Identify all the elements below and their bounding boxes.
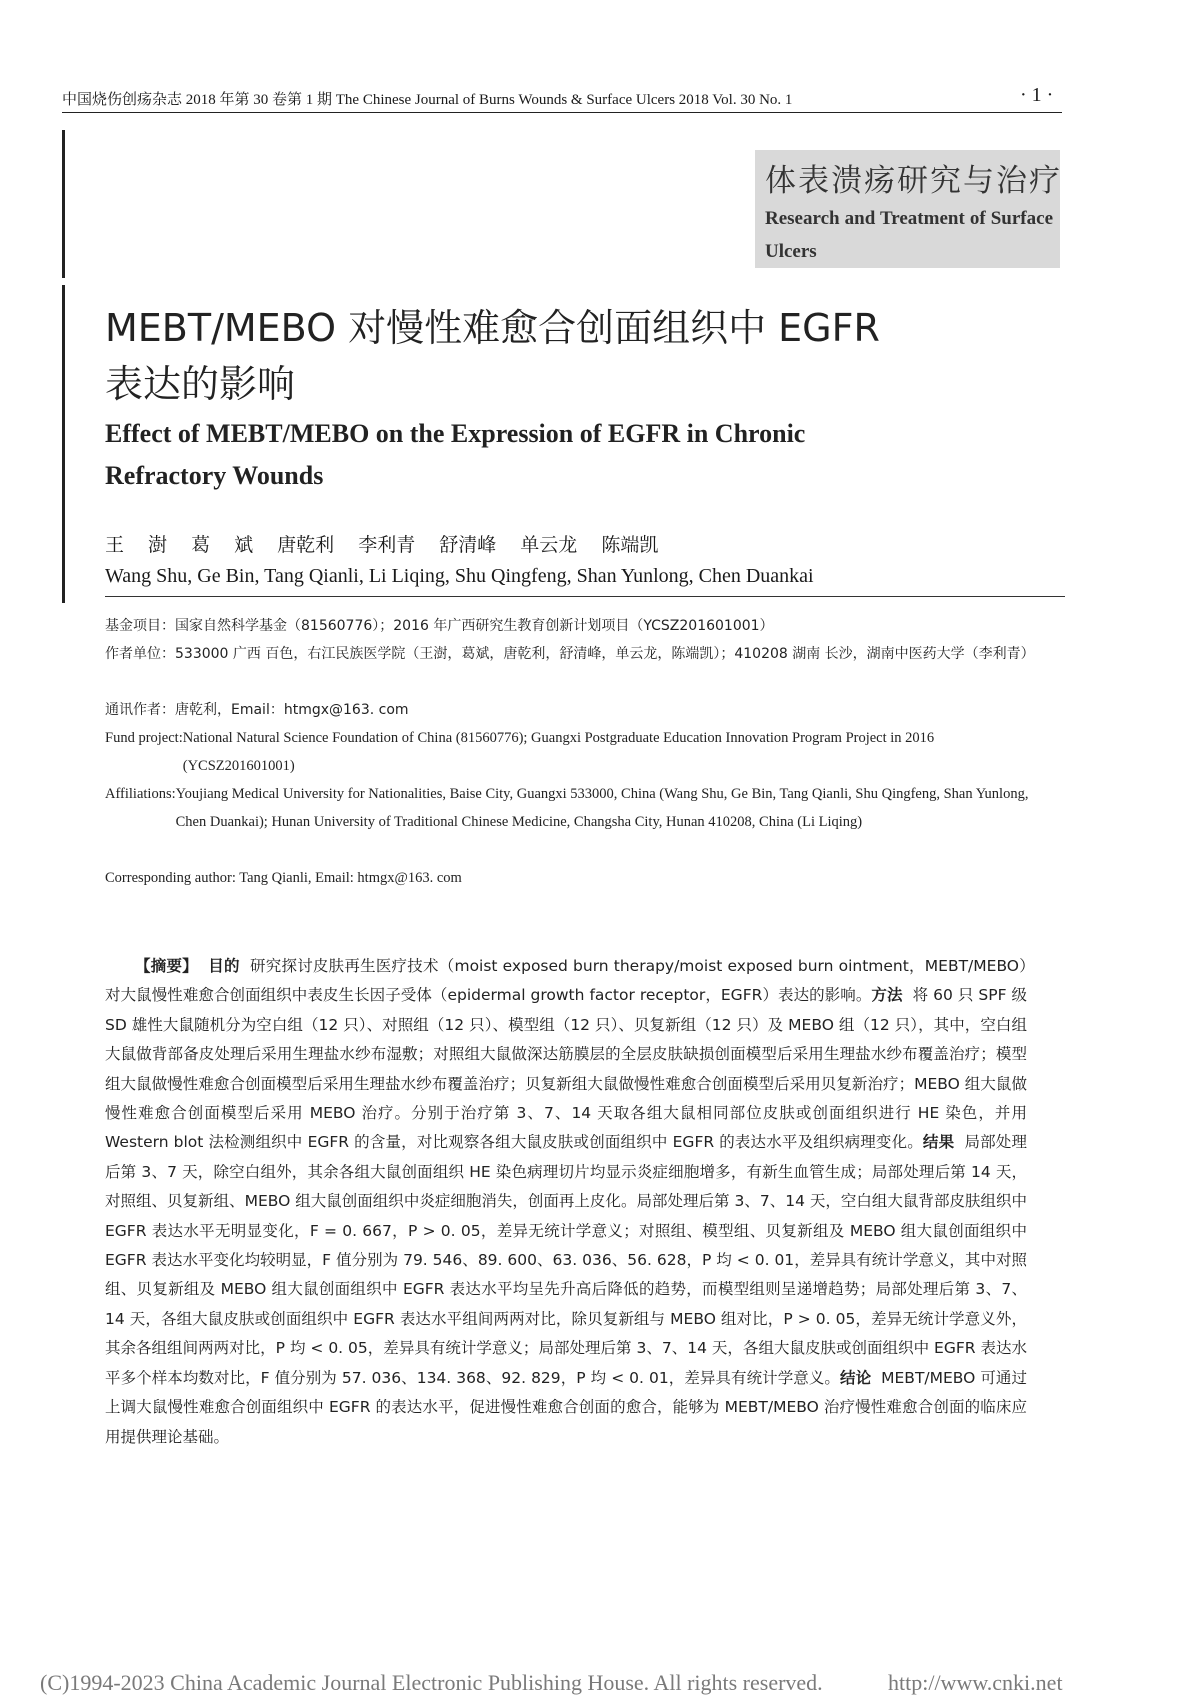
header-rule <box>62 112 1062 113</box>
objective-text: 研究探讨皮肤再生医疗技术（moist exposed burn therapy/moist exposed burn ointment，MEBT/MEBO）对大鼠慢性难愈合创面组织中表皮生长因子受体（epidermal growth factor receptor，EGFR）表达的影响。 <box>105 957 1027 1005</box>
affiliation-en-label: Affiliations: <box>105 786 176 802</box>
conclusion-text: MEBT/MEBO 可通过上调大鼠慢性难愈合创面组织中 EGFR 的表达水平，促进慢性难愈合创面的愈合，能够为 MEBT/MEBO 治疗慢性难愈合创面的临床应用提供理论基础。 <box>105 1368 1027 1446</box>
authors-cn: 王 澍 葛 斌 唐乾利 李利青 舒清峰 单云龙 陈端凯 <box>105 534 659 556</box>
abstract <box>105 952 1027 1452</box>
column-title-cn: 体表溃疡研究与治疗 <box>765 163 1062 199</box>
conclusion-label: 结论 <box>840 1368 872 1387</box>
results-text: 局部处理后第 3、7 天，除空白组外，其余各组大鼠创面组织 HE 染色病理切片均显示炎症细胞增多，有新生血管生成；局部处理后第 14 天，对照组、贝复新组、MEBO 组大鼠创面组织中炎症细胞消失，创面再上皮化。局部处理后第 3、7、14 天，空白组大鼠背部皮肤组织中 EGFR 表达水平无明显变化，F = 0. 667，P > 0. 05，差异无统计学意义；对照组、模型组、贝复新组及 MEBO 组大鼠创面组织中 EGFR 表达水平变化均较明显，F 值分别为 79. 546、89. 600、63. 036、56. 628，P 均 < 0. 01，差异具有统计学意义，其中对照组、贝复新组及 MEBO 组大鼠创面组织中 EGFR 表达水平均呈先升高后降低的趋势，而模型组则呈递增趋势；局部处理后第 3、7、14 天，各组大鼠皮肤或创面组织中 EGFR 表达水平组间两两对比，除贝复新组与 MEBO 组对比，P > 0. 05，差异无统计学意义外，其余各组组间两两对比，P 均 < 0. 05，差异具有统计学意义；局部处理后第 3、7、14 天，各组大鼠皮肤或创面组织中 EGFR 表达水平多个样本均数对比，F 值分别为 57. 036、134. 368、92. 829，P 均 < 0. 01，差异具有统计学意义。 <box>105 1133 1027 1387</box>
footer <box>40 1670 1170 1696</box>
corresponding-cn <box>105 696 1035 724</box>
fund-cn-label: 基金项目： <box>105 618 175 634</box>
authors-rule <box>105 596 1065 597</box>
article-title-cn-line2: 表达的影响 <box>105 362 296 406</box>
article-title-cn <box>105 300 1005 412</box>
article-title-cn-line1: MEBT/MEBO 对慢性难愈合创面组织中 EGFR <box>105 306 880 350</box>
objective-label: 目的 <box>208 957 240 975</box>
affiliation-cn <box>105 640 1035 668</box>
running-header: 中国烧伤创疡杂志 2018 年第 30 卷第 1 期 The Chinese Journal of Burns Wounds & Surface Ulcers 2018 Vol. 30 No. 1 <box>62 92 793 108</box>
column-title-en: Research and Treatment of Surface Ulcers <box>765 208 1053 262</box>
fund-en-label: Fund project: <box>105 730 183 746</box>
affiliation-en-text: Youjiang Medical University for Nationalities, Baise City, Guangxi 533000, China (Wang Shu, Ge Bin, Tang Qianli, Shu Qingfeng, Shan Yunlong, Chen Duankai); Hunan University of Traditional Chinese Medicine, Changsha City, Hunan 410208, China (Li Liqing) <box>175 786 1029 830</box>
authors-en: Wang Shu, Ge Bin, Tang Qianli, Li Liqing, Shu Qingfeng, Shan Yunlong, Chen Duankai <box>105 565 814 587</box>
corresponding-en <box>105 864 1035 892</box>
article-title-en-line2: Refractory Wounds <box>105 461 324 490</box>
corresponding-cn-text: 唐乾利，Email：htmgx@163. com <box>175 702 409 718</box>
abstract-label: 【摘要】 <box>135 957 198 975</box>
corresponding-en-label: Corresponding author: <box>105 870 240 886</box>
fund-cn <box>105 612 1035 640</box>
page-number: · 1 · <box>1020 84 1054 106</box>
margin-bar-bottom <box>62 285 65 603</box>
affiliation-cn-label: 作者单位： <box>105 646 175 662</box>
results-label: 结果 <box>922 1133 955 1152</box>
footer-copyright: (C)1994-2023 China Academic Journal Electronic Publishing House. All rights reserved. <box>40 1670 823 1695</box>
fund-en-text: National Natural Science Foundation of China (81560776); Guangxi Postgraduate Education Innovation Program Project in 2016 (YCSZ201601001) <box>182 730 935 774</box>
methods-text: 将 60 只 SPF 级 SD 雄性大鼠随机分为空白组（12 只）、对照组（12 只）、模型组（12 只）、贝复新组（12 只）及 MEBO 组（12 只），其中，空白组大鼠做背部备皮处理后采用生理盐水纱布湿敷；对照组大鼠做深达筋膜层的全层皮肤缺损创面模型后采用生理盐水纱布覆盖治疗；模型组大鼠做慢性难愈合创面模型后采用生理盐水纱布覆盖治疗；贝复新组大鼠做慢性难愈合创面模型后采用贝复新治疗；MEBO 组大鼠做慢性难愈合创面模型后采用 MEBO 治疗。分别于治疗第 3、7、14 天取各组大鼠相同部位皮肤或创面组织进行 HE 染色，并用 Western blot 法检测组织中 EGFR 的含量，对比观察各组大鼠皮肤或创面组织中 EGFR 的表达水平及组织病理变化。 <box>105 986 1027 1152</box>
methods-label: 方法 <box>871 986 903 1005</box>
corresponding-en-text: Tang Qianli, Email: htmgx@163. com <box>239 870 462 886</box>
article-title-en-line1: Effect of MEBT/MEBO on the Expression of EGFR in Chronic <box>105 419 806 448</box>
article-title-en <box>105 413 1005 497</box>
affiliation-cn-text: 533000 广西 百色，右江民族医学院（王澍，葛斌，唐乾利，舒清峰，单云龙，陈端凯）；410208 湖南 长沙，湖南中医药大学（李利青） <box>175 646 1035 662</box>
footer-url: http://www.cnki.net <box>888 1670 1063 1695</box>
affiliation-en <box>105 780 1035 836</box>
margin-bar-top <box>62 130 65 278</box>
fund-en <box>105 724 1035 780</box>
corresponding-cn-label: 通讯作者： <box>105 702 175 718</box>
fund-cn-text: 国家自然科学基金（81560776）；2016 年广西研究生教育创新计划项目（YCSZ201601001） <box>175 618 774 634</box>
